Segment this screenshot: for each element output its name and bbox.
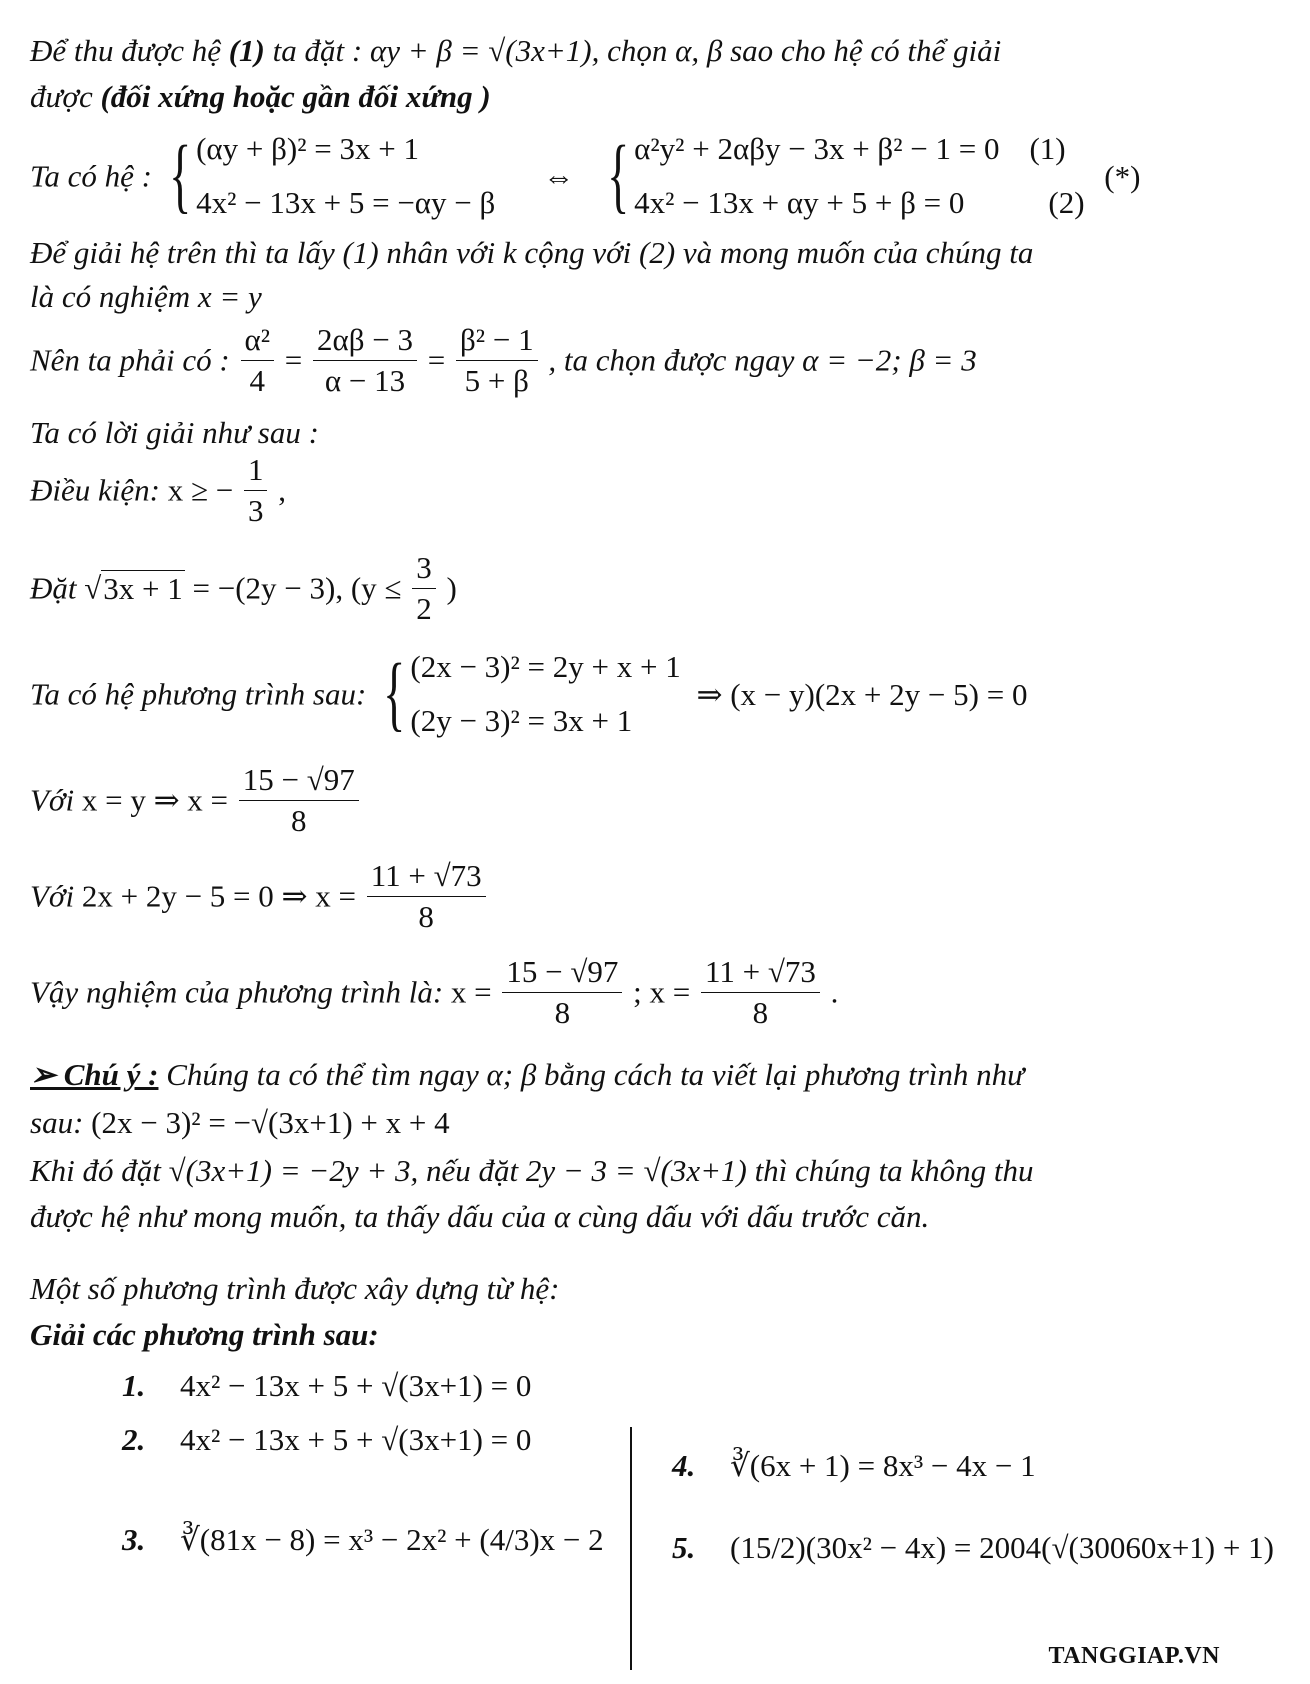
exercise-intro: Một số phương trình được xây dựng từ hệ: [30,1271,560,1306]
system-row: 4x² − 13x + αy + 5 + β = 0 [634,185,965,221]
text-segment: Nên ta phải có : [30,342,230,378]
text-segment: Vậy nghiệm của phương trình là: [30,974,444,1010]
condition-line [30,452,286,528]
system-block [30,122,1140,231]
fraction [456,322,538,398]
system-ref: (1) [228,33,265,68]
text-segment: sau: [30,1105,84,1140]
math-segment: (2x − 3)² = −√(3x+1) + x + 4 [91,1105,450,1140]
list-item [672,1448,1036,1484]
case-line-2 [30,858,489,934]
note-heading: ➢ Chú ý : [30,1057,159,1092]
math-segment: ) [446,570,457,606]
math-segment: x ≥ − [167,472,234,508]
row-tag: (2) [1048,185,1085,221]
list-item [672,1530,1274,1566]
text-segment: được [30,79,93,114]
system-block-2 [30,640,1027,749]
fraction-denominator: 8 [418,898,434,934]
equivalence-symbol: ⇔ [543,158,575,194]
fraction-denominator: 8 [554,994,571,1030]
note-line-3: Khi đó đặt √(3x+1) = −2y + 3, nếu đặt 2y − 3 = √(3x+1) thì chúng ta không thu [30,1153,1034,1188]
brace-icon: { [606,129,630,223]
equals-sign: = [427,342,446,378]
text-segment: Với [30,782,75,818]
system-row: α²y² + 2αβy − 3x + β² − 1 = 0 [634,131,1000,166]
paragraph-line: Để giải hệ trên thì ta lấy (1) nhân với k cộng với (2) và mong muốn của chúng ta [30,235,1034,270]
fraction-denominator: 3 [247,492,264,528]
list-item [122,1422,531,1458]
paragraph-line: Ta có lời giải như sau : [30,415,319,450]
item-equation: (15/2)(30x² − 4x) = 2004(√(30060x+1) + 1) [730,1530,1274,1565]
system-star-tag: (*) [1104,158,1141,194]
math-segment: , [278,472,286,508]
fraction-denominator: 8 [291,802,307,838]
math-segment: . [830,974,839,1010]
intro-line-1 [30,32,1001,69]
text-segment: Đặt [30,570,77,606]
item-number: 5. [672,1530,696,1565]
fraction-numerator: 15 − √97 [239,762,359,801]
system-left [374,640,681,749]
brace-icon: { [383,647,406,741]
item-equation: 4x² − 13x + 5 + √(3x+1) = 0 [180,1368,532,1403]
fraction [412,550,436,626]
item-number: 1. [122,1368,146,1403]
fraction [502,954,622,1030]
ratio-line [30,322,977,398]
note-line-1 [30,1056,1024,1093]
text-segment: Với [30,878,75,914]
note-line-2 [30,1104,450,1141]
fraction [244,452,268,528]
fraction [313,322,417,398]
fraction-denominator: α − 13 [324,362,406,398]
system-right [598,122,1085,231]
item-equation: ∛(6x + 1) = 8x³ − 4x − 1 [730,1448,1036,1483]
fraction-denominator: 5 + β [464,362,529,398]
fraction-numerator: 2αβ − 3 [313,322,417,361]
fraction-numerator: 11 + √73 [701,954,820,993]
system-left [160,122,496,231]
fraction [367,858,486,934]
fraction-numerator: 11 + √73 [367,858,486,897]
fraction-numerator: 3 [412,550,436,589]
item-number: 4. [672,1448,696,1483]
fraction-denominator: 8 [752,994,769,1030]
fraction [701,954,820,1030]
substitution-line: Đặt √3x + 1 = −(2y − 3), (y ≤ $\frac{3}{2}$ ) [30,550,457,626]
item-number: 2. [122,1422,146,1457]
exercise-title: Giải các phương trình sau: [30,1317,379,1352]
text-segment: ta đặt : [272,33,363,68]
column-divider [630,1427,632,1670]
math-segment: 2x + 2y − 5 = 0 ⇒ x = [81,878,356,914]
answer-line [30,954,838,1030]
substitution-formula: αy + β = √(3x+1) [369,33,592,68]
math-segment: ⇒ (x − y)(2x + 2y − 5) = 0 [696,676,1028,712]
text-segment: Điều kiện: [30,472,160,508]
item-equation: 4x² − 13x + 5 + √(3x+1) = 0 [180,1422,532,1457]
list-item [122,1522,604,1558]
text-segment: , chọn α, β sao cho hệ có thể giải [591,33,1002,68]
system-row: (2x − 3)² = 2y + x + 1 [410,649,681,684]
system-row: 4x² − 13x + 5 = −αy − β [196,185,496,221]
math-segment: x = [450,974,492,1010]
bold-note: (đối xứng hoặc gần đối xứng ) [100,79,491,114]
radicand: 3x + 1 [103,570,183,606]
system-label: Ta có hệ : [30,158,152,194]
fraction-numerator: 15 − √97 [502,954,622,993]
site-brand: TANGGIAP.VN [1048,1643,1220,1669]
note-line-4: được hệ như mong muốn, ta thấy dấu của α cùng dấu với dấu trước căn. [30,1199,930,1234]
item-equation: ∛(81x − 8) = x³ − 2x² + (4/3)x − 2 [180,1522,604,1557]
fraction-numerator: 1 [244,452,268,491]
fraction [241,322,275,398]
fraction-numerator: β² − 1 [456,322,538,361]
math-segment: ; x = [633,974,691,1010]
list-item [122,1368,531,1404]
text-segment: Để thu được hệ [30,33,221,68]
intro-line-2 [30,78,491,115]
system-row: (αy + β)² = 3x + 1 [196,131,419,166]
equals-sign: = [284,342,303,378]
math-segment: = −(2y − 3), (y ≤ [192,570,402,606]
brace-icon: { [168,129,192,223]
system-label: Ta có hệ phương trình sau: [30,676,367,712]
fraction-denominator: 4 [249,362,266,398]
fraction [239,762,359,838]
text-segment: , ta chọn được ngay α = −2; β = 3 [548,342,977,378]
fraction-denominator: 2 [416,590,432,626]
text-segment: Chúng ta có thể tìm ngay α; β bằng cách ta viết lại phương trình như [166,1057,1025,1092]
case-line-1 [30,762,362,838]
math-segment: x = y ⇒ x = [81,782,229,818]
row-tag: (1) [1029,131,1066,166]
paragraph-line: là có nghiệm x = y [30,279,262,314]
fraction-numerator: α² [241,322,275,361]
item-number: 3. [122,1522,146,1557]
system-row: (2y − 3)² = 3x + 1 [410,703,633,739]
